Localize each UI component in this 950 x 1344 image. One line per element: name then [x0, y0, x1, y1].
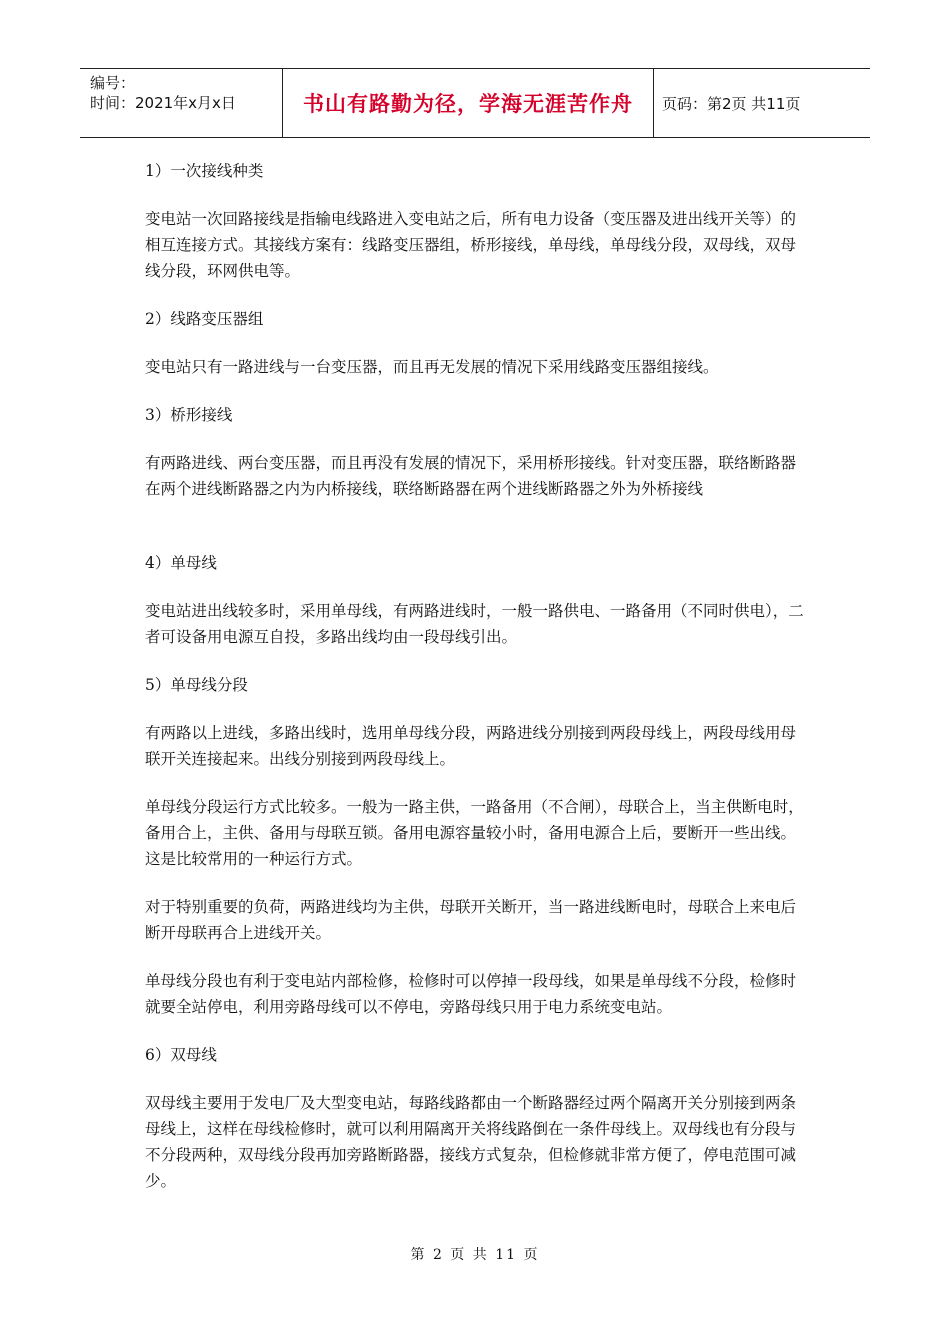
page-header [80, 68, 870, 138]
header-motto: 书山有路勤为径，学海无涯苦作舟 [282, 69, 654, 137]
section-heading: 4）单母线 [145, 554, 217, 572]
paragraph: 有两路进线、两台变压器，而且再没有发展的情况下，采用桥形接线。针对变压器，联络断路器在两个进线断路器之内为内桥接线，联络断路器在两个进线断路器之外为外桥接线 [145, 454, 797, 498]
document-body [145, 158, 810, 1216]
section-heading: 2）线路变压器组 [145, 310, 264, 328]
section-heading: 3）桥形接线 [145, 406, 233, 424]
header-meta [80, 69, 282, 137]
paragraph: 变电站一次回路接线是指输电线路进入变电站之后，所有电力设备（变压器及进出线开关等）的相互连接方式。其接线方案有：线路变压器组，桥形接线，单母线，单母线分段，双母线，双母线分段，环网供电等。 [145, 210, 797, 280]
paragraph: 单母线分段也有利于变电站内部检修，检修时可以停掉一段母线，如果是单母线不分段，检修时就要全站停电，利用旁路母线可以不停电，旁路母线只用于电力系统变电站。 [145, 972, 797, 1016]
document-time: 时间：2021年x月x日 [90, 94, 236, 112]
page-footer: 第 2 页 共 11 页 [410, 1247, 540, 1263]
section-heading: 1）一次接线种类 [145, 162, 264, 180]
paragraph: 对于特别重要的负荷，两路进线均为主供，母联开关断开，当一路进线断电时，母联合上来电后断开母联再合上进线开关。 [145, 898, 797, 942]
section-heading: 6）双母线 [145, 1046, 217, 1064]
paragraph: 变电站进出线较多时，采用单母线，有两路进线时，一般一路供电、一路备用（不同时供电），二者可设备用电源互自投，多路出线均由一段母线引出。 [145, 602, 804, 646]
paragraph: 单母线分段运行方式比较多。一般为一路主供，一路备用（不合闸），母联合上，当主供断电时，备用合上，主供、备用与母联互锁。备用电源容量较小时，备用电源合上后，要断开一些出线。这是比较常用的一种运行方式。 [145, 798, 804, 868]
section-heading: 5）单母线分段 [145, 676, 248, 694]
paragraph: 双母线主要用于发电厂及大型变电站，每路线路都由一个断路器经过两个隔离开关分别接到两条母线上，这样在母线检修时，就可以利用隔离开关将线路倒在一条件母线上。双母线也有分段与不分段两种，双母线分段再加旁路断路器，接线方式复杂，但检修就非常方便了，停电范围可减少。 [145, 1094, 797, 1190]
document-number-label: 编号： [90, 74, 136, 92]
header-page-info: 页码：第2页 共11页 [662, 94, 801, 113]
paragraph: 有两路以上进线，多路出线时，选用单母线分段，两路进线分别接到两段母线上，两段母线用母联开关连接起来。出线分别接到两段母线上。 [145, 724, 797, 768]
paragraph: 变电站只有一路进线与一台变压器，而且再无发展的情况下采用线路变压器组接线。 [145, 358, 719, 376]
